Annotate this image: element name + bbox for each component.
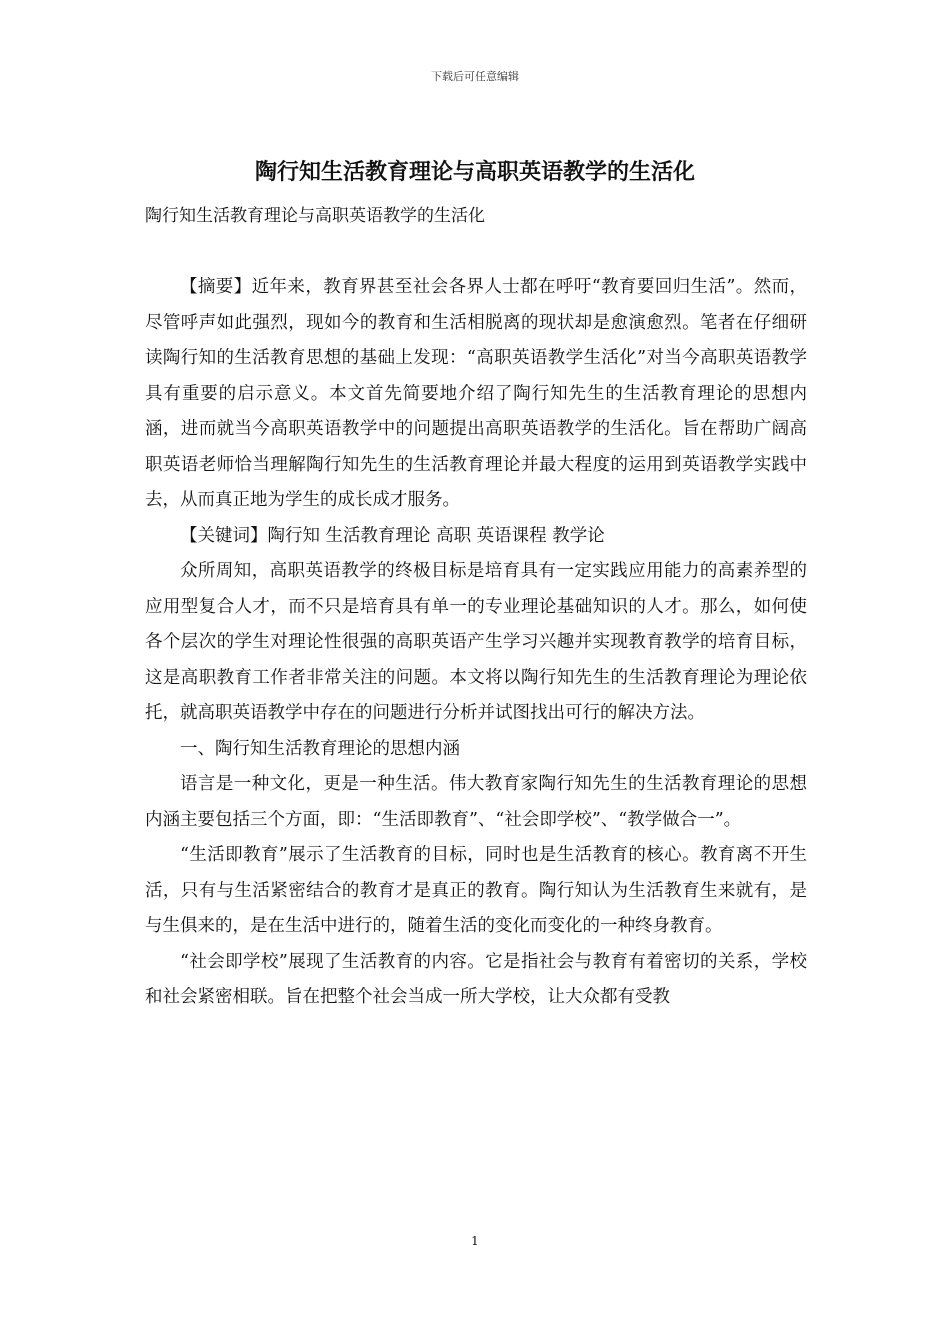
intro-paragraph: 众所周知，高职英语教学的终极目标是培育具有一定实践应用能力的高素养型的应用型复合人才，而不只是培育具有单一的专业理论基础知识的人才。那么，如何使各个层次的学生对理论性很强的高职英语产生学习兴趣并实现教育教学的培育目标，这是高职教育工作者非常关注的问题。本文将以陶行知先生的生活教育理论为理论依托，就高职英语教学中存在的问题进行分析并试图找出可行的解决方法。 [145, 561, 807, 723]
page-number: 1 [471, 1234, 479, 1248]
document-subtitle: 陶行知生活教育理论与高职英语教学的生活化 [145, 206, 485, 226]
keywords-paragraph: 【关键词】陶行知 生活教育理论 高职 英语课程 教学论 [180, 525, 605, 546]
body-paragraph: “社会即学校”展现了生活教育的内容。它是指社会与教育有着密切的关系，学校和社会紧密相联。旨在把整个社会当成一所大学校，让大众都有受教 [145, 951, 807, 1007]
document-title: 陶行知生活教育理论与高职英语教学的生活化 [254, 159, 695, 185]
header-note: 下载后可任意编辑 [431, 70, 519, 83]
body-paragraph: “生活即教育”展示了生活教育的目标，同时也是生活教育的核心。教育离不开生活，只有与生活紧密结合的教育才是真正的教育。陶行知认为生活教育生来就有，是与生俱来的，是在生活中进行的，随着生活的变化而变化的一种终身教育。 [145, 845, 807, 936]
document-body [145, 270, 807, 1016]
section-heading: 一、陶行知生活教育理论的思想内涵 [180, 738, 460, 759]
abstract-paragraph: 【摘要】近年来，教育界甚至社会各界人士都在呼吁“教育要回归生活”。然而，尽管呼声如此强烈，现如今的教育和生活相脱离的现状却是愈演愈烈。笔者在仔细研读陶行知的生活教育思想的基础上发现：“高职英语教学生活化”对当今高职英语教学具有重要的启示意义。本文首先简要地介绍了陶行知先生的生活教育理论的思想内涵，进而就当今高职英语教学中的问题提出高职英语教学的生活化。旨在帮助广阔高职英语老师恰当理解陶行知先生的生活教育理论并最大程度的运用到英语教学实践中去，从而真正地为学生的成长成才服务。 [145, 277, 807, 510]
body-paragraph: 语言是一种文化，更是一种生活。伟大教育家陶行知先生的生活教育理论的思想内涵主要包括三个方面，即：“生活即教育”、“社会即学校”、“教学做合一”。 [145, 774, 807, 830]
